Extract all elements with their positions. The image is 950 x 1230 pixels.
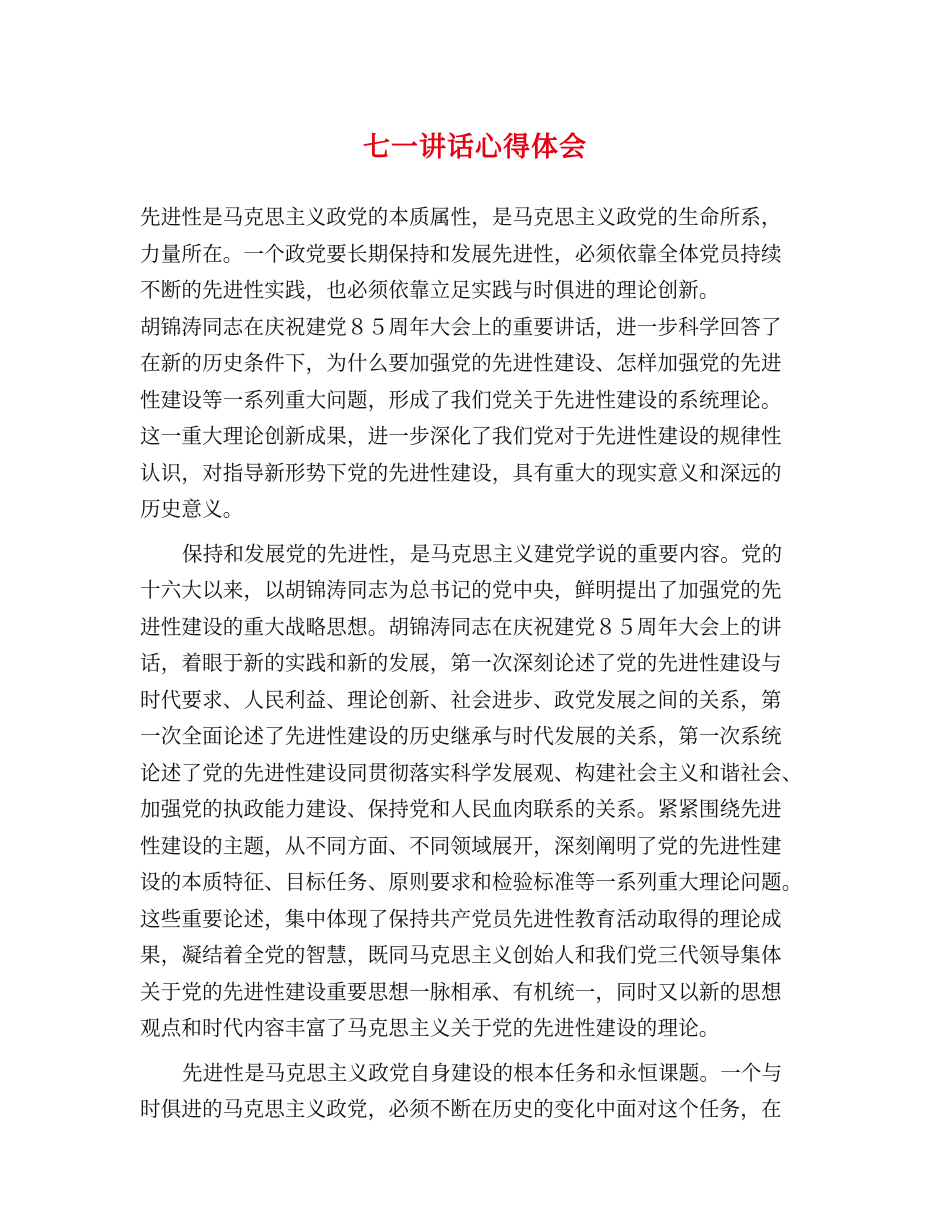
paragraph-2-line-3: 性建设等一系列重大问题，形成了我们党关于先进性建设的系统理论。 (140, 387, 782, 412)
paragraph-3-line-12: 果，凝结着全党的智慧，既同马克思主义创始人和我们党三代领导集体 (140, 943, 782, 967)
paragraph-3-line-10: 设的本质特征、目标任务、原则要求和检验标准等一系列重大理论问题。 (140, 870, 803, 894)
document-body (140, 199, 830, 1128)
paragraph-1-line-2: 力量所在。一个政党要长期保持和发展先进性，必须依靠全体党员持续 (140, 241, 782, 266)
paragraph-4-line-2: 时俱进的马克思主义政党，必须不断在历史的变化中面对这个任务，在 (140, 1097, 782, 1121)
paragraph-4-line-1: 先进性是马克思主义政党自身建设的根本任务和永恒课题。一个与 (182, 1060, 783, 1085)
paragraph-3-line-1: 保持和发展党的先进性，是马克思主义建党学说的重要内容。党的 (182, 541, 783, 566)
paragraph-3-line-6: 一次全面论述了先进性建设的历史继承与时代发展的关系，第一次系统 (140, 724, 782, 748)
paragraph-1-line-3: 不断的先进性实践，也必须依靠立足实践与时俱进的理论创新。 (140, 278, 720, 302)
paragraph-3-line-11: 这些重要论述，集中体现了保持共产党员先进性教育活动取得的理论成 (140, 906, 782, 931)
paragraph-3-line-9: 性建设的主题，从不同方面、不同领域展开，深刻阐明了党的先进性建 (140, 833, 782, 858)
paragraph-3-line-2: 十六大以来，以胡锦涛同志为总书记的党中央，鲜明提出了加强党的先 (140, 578, 782, 602)
paragraph-3-line-8: 加强党的执政能力建设、保持党和人民血肉联系的关系。紧紧围绕先进 (140, 797, 782, 821)
paragraph-3-line-4: 话，着眼于新的实践和新的发展，第一次深刻论述了党的先进性建设与 (140, 651, 782, 675)
paragraph-2-line-1: 胡锦涛同志在庆祝建党８５周年大会上的重要讲话，进一步科学回答了 (140, 314, 782, 339)
paragraph-3-line-14: 观点和时代内容丰富了马克思主义关于党的先进性建设的理论。 (140, 1016, 720, 1040)
paragraph-2-line-2: 在新的历史条件下，为什么要加强党的先进性建设、怎样加强党的先进 (140, 351, 782, 375)
paragraph-3-line-5: 时代要求、人民利益、理论创新、社会进步、政党发展之间的关系，第 (140, 687, 782, 712)
document-title: 七一讲话心得体会 (363, 132, 587, 163)
paragraph-3-line-13: 关于党的先进性建设重要思想一脉相承、有机统一，同时又以新的思想 (140, 979, 782, 1004)
paragraph-2-line-6: 历史意义。 (140, 497, 244, 521)
paragraph-3-line-3: 进性建设的重大战略思想。胡锦涛同志在庆祝建党８５周年大会上的讲 (140, 614, 782, 639)
paragraph-2-line-5: 认识，对指导新形势下党的先进性建设，具有重大的现实意义和深远的 (140, 460, 782, 485)
paragraph-3-line-7: 论述了党的先进性建设同贯彻落实科学发展观、构建社会主义和谐社会、 (140, 760, 803, 785)
paragraph-2-line-4: 这一重大理论创新成果，进一步深化了我们党对于先进性建设的规律性 (140, 424, 782, 448)
paragraph-1-line-1: 先进性是马克思主义政党的本质属性，是马克思主义政党的生命所系， (140, 205, 782, 229)
